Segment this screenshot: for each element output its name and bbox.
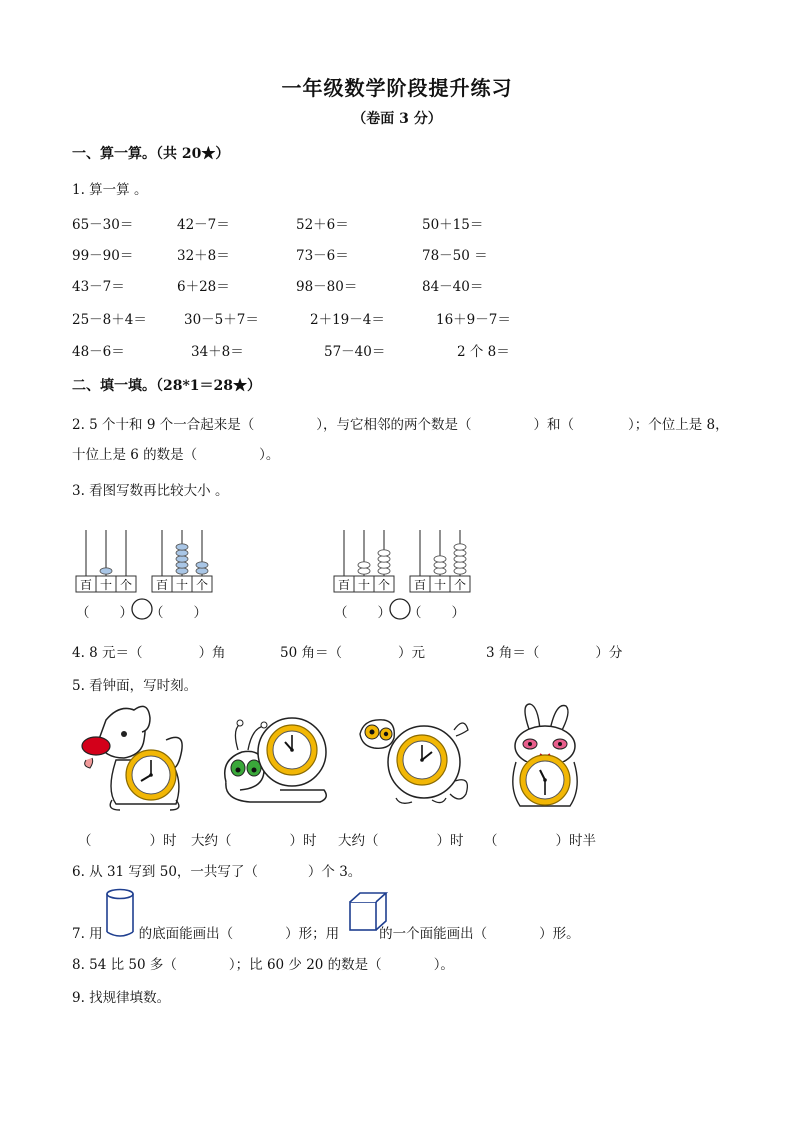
abacus-place-label: 百 xyxy=(337,578,351,592)
q2-text: ）；个位上是 8， xyxy=(627,417,729,433)
calc-item: 16＋9－7＝ xyxy=(436,312,511,328)
chameleon-clock-illustration xyxy=(356,712,476,807)
rabbit-clock-illustration xyxy=(500,702,590,812)
q4-text: ）角 xyxy=(198,645,226,661)
q4-text: 50 角＝（ xyxy=(280,645,342,661)
clock-answer-4: （ ）时半 xyxy=(484,833,596,849)
calc-item: 84－40＝ xyxy=(422,279,484,295)
calc-item: 78－50 ＝ xyxy=(422,248,488,264)
calc-item: 25－8＋4＝ xyxy=(72,312,147,328)
abacus-answer-paren[interactable]: （ ） xyxy=(150,605,207,621)
bead xyxy=(100,568,112,574)
abacus-place-label: 十 xyxy=(99,578,113,592)
abacus-place-label: 十 xyxy=(175,578,189,592)
calc-item: 30－5＋7＝ xyxy=(184,312,259,328)
calc-item: 34＋8＝ xyxy=(191,344,244,360)
q7-text: ）形。 xyxy=(539,926,580,942)
q7-text: 的一个面能画出（ xyxy=(379,926,488,942)
abacus-1 xyxy=(76,530,136,592)
q2-text: 2. 5 个十和 9 个一合起来是（ xyxy=(72,417,255,433)
q4-text: 3 角＝（ xyxy=(486,645,540,661)
q8-line xyxy=(72,953,454,973)
snail-clock-illustration xyxy=(220,710,335,810)
calc-item: 32＋8＝ xyxy=(177,248,230,264)
abacus-place-label: 个 xyxy=(453,578,467,592)
abacus-place-label: 个 xyxy=(195,578,209,592)
abacus-answer-paren[interactable]: （ ） xyxy=(334,605,391,621)
q6-line xyxy=(72,860,361,880)
q1-label: 1. 算一算 。 xyxy=(72,182,148,198)
compare-circle[interactable] xyxy=(132,599,152,619)
abacus-place-label: 百 xyxy=(155,578,169,592)
q7-text: ）形；用 xyxy=(285,926,340,942)
page-title: 一年级数学阶段提升练习 xyxy=(281,76,513,100)
calc-item: 57－40＝ xyxy=(324,344,386,360)
q2-text: ）。 xyxy=(259,447,280,463)
abacus-answer-paren[interactable]: （ ） xyxy=(76,605,133,621)
cylinder-icon xyxy=(104,888,136,940)
q3-label: 3. 看图写数再比较大小 。 xyxy=(72,483,229,499)
compare-circle[interactable] xyxy=(390,599,410,619)
calc-item: 99－90＝ xyxy=(72,248,134,264)
q8-text: ）。 xyxy=(433,957,454,973)
section-2-heading: 二、填一填。（28*1＝28★） xyxy=(72,378,262,394)
q2-text: 十位上是 6 的数是（ xyxy=(72,447,198,463)
q4-text: ）分 xyxy=(595,645,623,661)
clock-answer-3: 大约（ ）时 xyxy=(338,833,464,849)
q4-line xyxy=(280,641,425,661)
abacus-3 xyxy=(334,530,394,592)
clock-answer-1: （ ）时 xyxy=(78,833,177,849)
q4-line xyxy=(486,641,622,661)
q4-text: 4. 8 元＝（ xyxy=(72,645,143,661)
calc-item: 2 个 8＝ xyxy=(457,344,510,360)
dog-clock-illustration xyxy=(76,700,186,815)
abacus-2 xyxy=(152,530,212,592)
calc-item: 52＋6＝ xyxy=(296,217,349,233)
abacus-answer-paren[interactable]: （ ） xyxy=(408,605,465,621)
calc-item: 98－80＝ xyxy=(296,279,358,295)
q8-text: ）；比 60 少 20 的数是（ xyxy=(228,957,382,973)
q7-text: 7. 用 xyxy=(72,926,103,942)
calc-item: 43－7＝ xyxy=(72,279,125,295)
q2-line-1 xyxy=(72,413,729,433)
abacus-place-label: 十 xyxy=(357,578,371,592)
q9-label: 9. 找规律填数。 xyxy=(72,990,171,1006)
q2-text: ）和（ xyxy=(533,417,574,433)
calc-item: 6＋28＝ xyxy=(177,279,230,295)
calc-item: 65－30＝ xyxy=(72,217,134,233)
abacus-place-label: 个 xyxy=(377,578,391,592)
q2-text: ），与它相邻的两个数是（ xyxy=(316,417,472,433)
q7-text: 的底面能画出（ xyxy=(138,926,234,942)
calc-item: 42－7＝ xyxy=(177,217,230,233)
q8-text: 8. 54 比 50 多（ xyxy=(72,957,177,973)
abacus-place-label: 个 xyxy=(119,578,133,592)
q2-line-2 xyxy=(72,443,279,463)
abacus-place-label: 十 xyxy=(433,578,447,592)
abacus-place-label: 百 xyxy=(413,578,427,592)
q4-line xyxy=(72,641,226,661)
clock-answer-2: 大约（ ）时 xyxy=(191,833,317,849)
section-1-heading: 一、算一算。（共 20★） xyxy=(72,146,230,162)
q4-text: ）元 xyxy=(397,645,425,661)
cube-icon xyxy=(347,890,389,936)
calc-item: 2＋19－4＝ xyxy=(310,312,385,328)
calc-item: 50＋15＝ xyxy=(422,217,484,233)
q6-text: ）个 3。 xyxy=(307,864,362,880)
calc-item: 73－6＝ xyxy=(296,248,349,264)
page-subtitle: （卷面 3 分） xyxy=(352,111,442,127)
q7-line xyxy=(72,922,580,942)
dog-nose xyxy=(82,737,110,755)
calc-item: 48－6＝ xyxy=(72,344,125,360)
q6-text: 6. 从 31 写到 50，一共写了（ xyxy=(72,864,258,880)
q5-label: 5. 看钟面，写时刻。 xyxy=(72,678,198,694)
abacus-place-label: 百 xyxy=(79,578,93,592)
abacus-4 xyxy=(410,530,470,592)
